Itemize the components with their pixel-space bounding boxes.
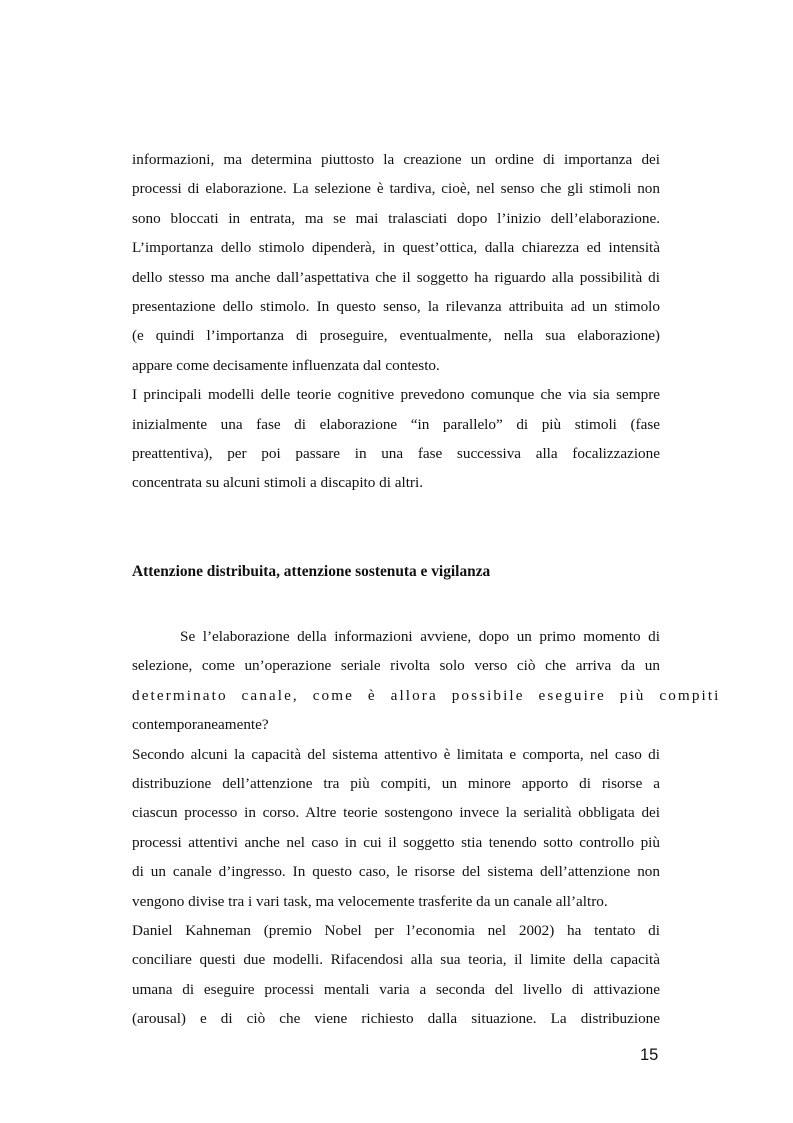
paragraph-4 bbox=[132, 740, 660, 916]
text-line: Se l’elaborazione della informazioni avviene, dopo un primo momento di bbox=[180, 628, 660, 645]
text-line: concentrata su alcuni stimoli a discapito di altri. bbox=[132, 474, 424, 492]
paragraph-2 bbox=[132, 380, 660, 498]
text-line: (e quindi l’importanza di proseguire, eventualmente, nella sua elaborazione) bbox=[132, 327, 660, 345]
text-line: inizialmente una fase di elaborazione “in parallelo” di più stimoli (fase bbox=[132, 415, 660, 433]
text-line: di un canale d’ingresso. In questo caso, le risorse del sistema dell’attenzione non bbox=[132, 863, 660, 881]
text-line: determinato canale, come è allora possibile eseguire più compiti bbox=[132, 686, 721, 704]
paragraph-1 bbox=[132, 145, 660, 380]
body-text-bottom bbox=[132, 622, 721, 1034]
text-line: conciliare questi due modelli. Rifacendosi alla sua teoria, il limite della capacità bbox=[132, 951, 660, 969]
text-line: sono bloccati in entrata, ma se mai tralasciati dopo l’inizio dell’elaborazione. bbox=[132, 209, 660, 227]
text-line: I principali modelli delle teorie cognitive prevedono comunque che via sia sempre bbox=[132, 386, 660, 404]
page-number: 15 bbox=[640, 1046, 659, 1064]
text-line: appare come decisamente influenzata dal contesto. bbox=[132, 356, 440, 374]
text-line: processi attentivi anche nel caso in cui il soggetto stia tenendo sotto controllo più bbox=[132, 833, 660, 851]
body-text-top bbox=[132, 145, 660, 498]
paragraph-3 bbox=[132, 622, 721, 740]
text-line: Daniel Kahneman (premio Nobel per l’economia nel 2002) ha tentato di bbox=[132, 922, 660, 940]
text-line: Secondo alcuni la capacità del sistema attentivo è limitata e comporta, nel caso di bbox=[132, 745, 660, 763]
text-line: distribuzione dell’attenzione tra più compiti, un minore apporto di risorse a bbox=[132, 775, 660, 793]
text-line: (arousal) e di ciò che viene richiesto dalla situazione. La distribuzione bbox=[132, 1010, 660, 1028]
text-line: informazioni, ma determina piuttosto la creazione un ordine di importanza dei bbox=[132, 151, 660, 168]
text-line: vengono divise tra i vari task, ma velocemente trasferite da un canale all’altro. bbox=[132, 892, 608, 910]
text-line: preattentiva), per poi passare in una fase successiva alla focalizzazione bbox=[132, 445, 660, 463]
text-line: dello stesso ma anche dall’aspettativa che il soggetto ha riguardo alla possibilità di bbox=[132, 268, 660, 286]
text-line: selezione, come un’operazione seriale rivolta solo verso ciò che arriva da un bbox=[132, 657, 660, 675]
text-line: processi di elaborazione. La selezione è tardiva, cioè, nel senso che gli stimoli non bbox=[132, 180, 660, 198]
text-line: contemporaneamente? bbox=[132, 716, 269, 734]
text-line: L’importanza dello stimolo dipenderà, in quest’ottica, dalla chiarezza ed intensità bbox=[132, 239, 660, 257]
paragraph-5 bbox=[132, 916, 660, 1034]
section-heading: Attenzione distribuita, attenzione sostenuta e vigilanza bbox=[132, 563, 491, 580]
text-line: ciascun processo in corso. Altre teorie sostengono invece la serialità obbligata dei bbox=[132, 804, 660, 822]
text-line: presentazione dello stimolo. In questo senso, la rilevanza attribuita ad un stimolo bbox=[132, 298, 660, 316]
text-line: umana di eseguire processi mentali varia a seconda del livello di attivazione bbox=[132, 980, 660, 998]
